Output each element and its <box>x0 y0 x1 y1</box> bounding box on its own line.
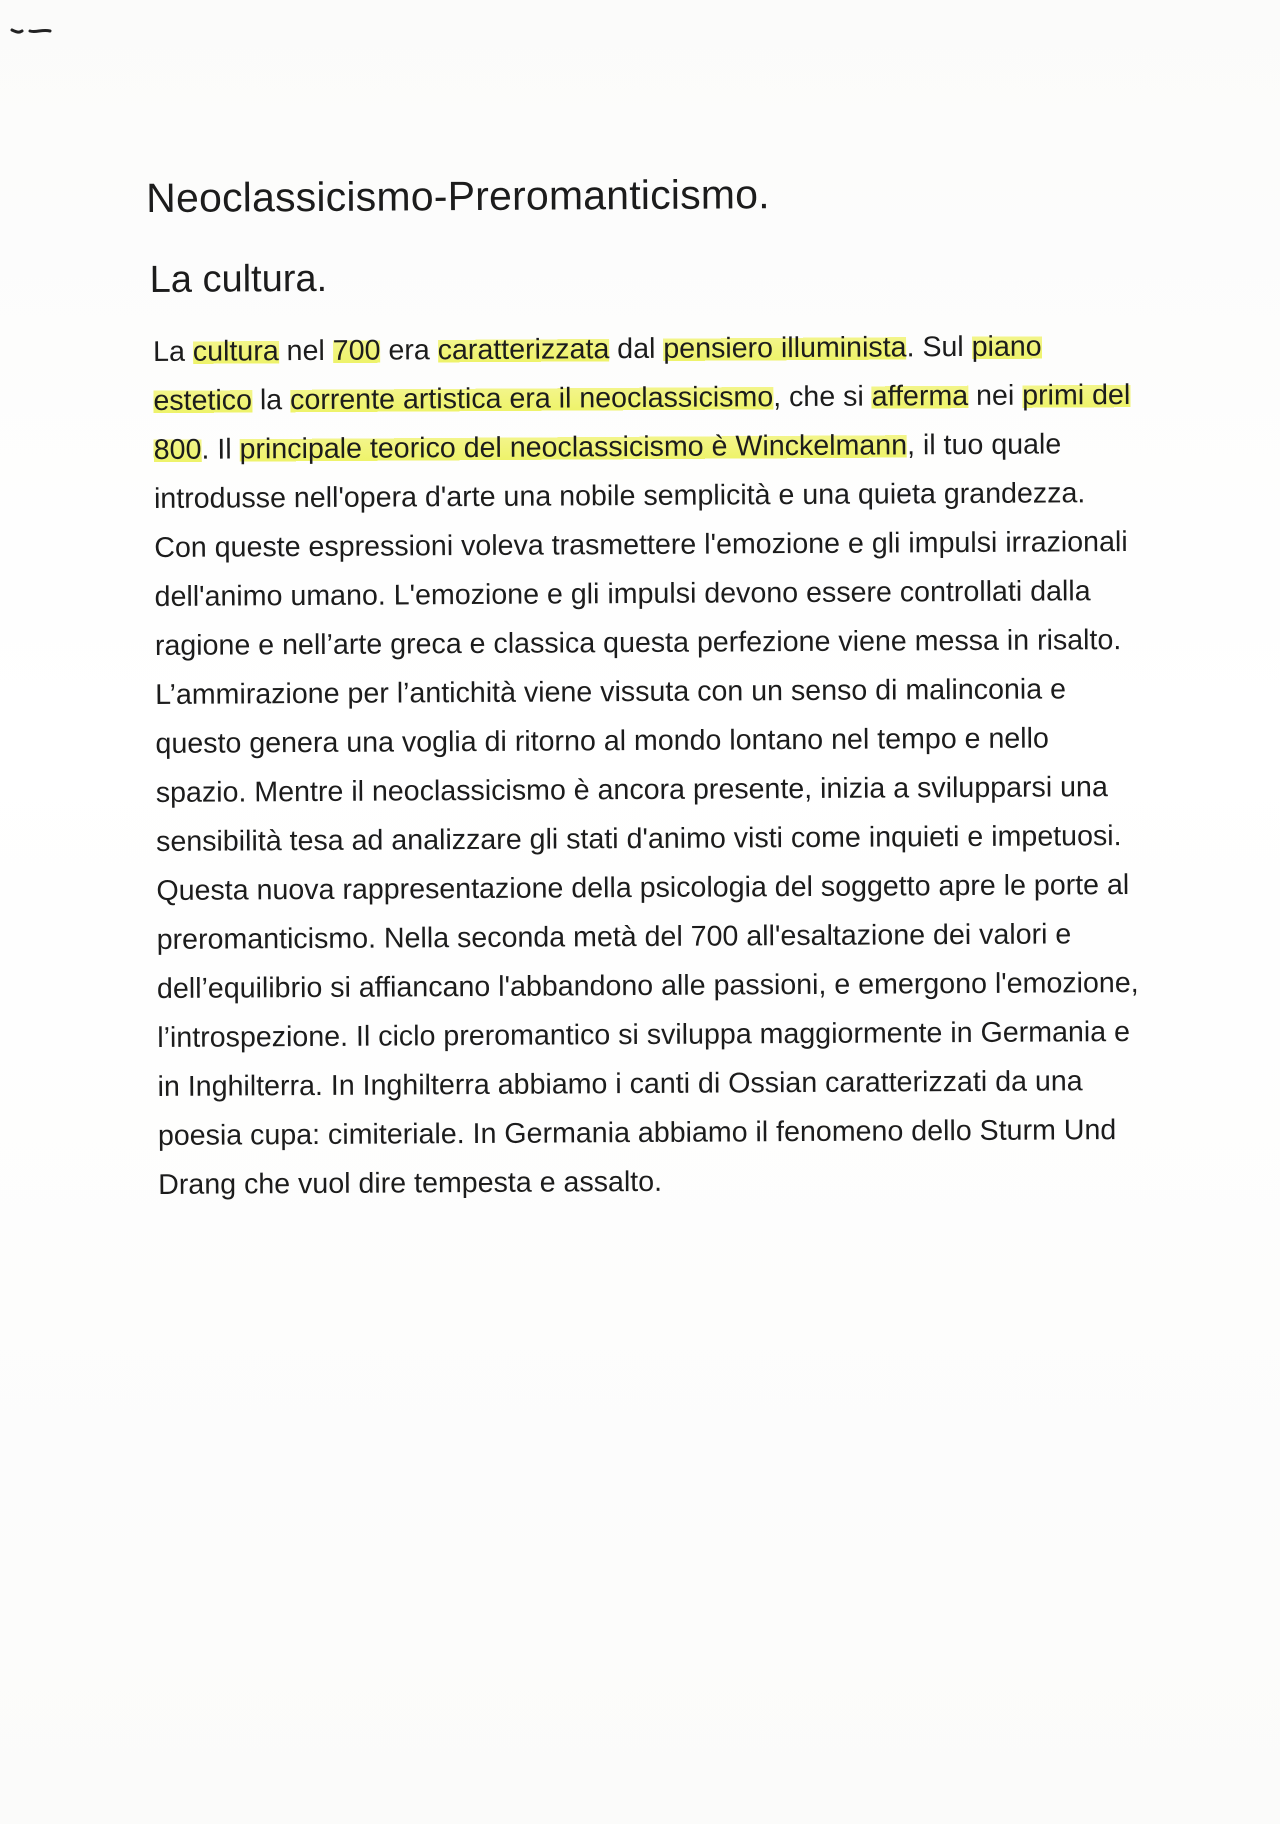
corner-mark-icon <box>10 22 60 40</box>
highlighted-text: caratterizzata <box>437 333 610 367</box>
text-segment: . Sul <box>906 330 972 364</box>
highlighted-text: 700 <box>332 334 381 367</box>
text-segment: nei <box>968 379 1023 412</box>
text-segment: . Il <box>201 433 240 466</box>
highlighted-text: pensiero illuminista <box>663 331 907 365</box>
text-segment: era <box>380 334 438 367</box>
text-segment: , il tuo quale introdusse nell'opera d'arte una nobile semplicità e una quieta grandezza. Con queste espressioni voleva trasmettere l'emozione e gli impulsi irrazionali dell'animo umano. L'emozione e gli impulsi devono essere controllati dalla ragione e nell’arte greca e classica questa perfezione viene messa in risalto. L’ammirazione per l’antichità viene vissuta con un senso di malinconia e questo genera una voglia di ritorno al mondo lontano nel tempo e nello spazio. Mentre il neoclassicismo è ancora presente, inizia a svilupparsi una sensibilità tesa ad analizzare gli stati d'animo visti come inquieti e impetuosi. Questa nuova rappresentazione della psicologia del soggetto apre le porte al preromanticismo. Nella seconda metà del 700 all'esaltazione dei valori e dell’equilibrio si affiancano l'abbandono alle passioni, e emergono l'emozione, l’introspezione. Il ciclo preromantico si sviluppa maggiormente in Germania e in Inghilterra. In Inghilterra abbiamo i canti di Ossian caratterizzati da una poesia cupa: cimiteriale. In Germania abbiamo il fenomeno dello Sturm Und Drang che vuol dire tempesta e assalto. <box>153 428 1139 1201</box>
text-segment: La <box>153 335 193 368</box>
highlighted-text: principale teorico del neoclassicismo è Winckelmann <box>239 429 908 466</box>
highlighted-text: afferma <box>871 379 969 413</box>
text-segment: , che si <box>773 380 872 414</box>
document-title: Neoclassicismo-Preromanticismo. <box>146 171 770 221</box>
text-segment: nel <box>278 334 333 368</box>
highlighted-text: primi del 800 <box>153 378 1131 466</box>
section-heading: La cultura. <box>149 257 328 301</box>
highlighted-text: piano estetico <box>153 330 1042 417</box>
highlighted-text: cultura <box>192 335 279 368</box>
highlighted-text: corrente artistica era il neoclassicismo <box>290 381 774 417</box>
text-segment: la <box>251 384 291 417</box>
document-content <box>146 164 1152 1210</box>
body-paragraph <box>153 322 1148 1210</box>
text-segment: dal <box>609 332 664 366</box>
